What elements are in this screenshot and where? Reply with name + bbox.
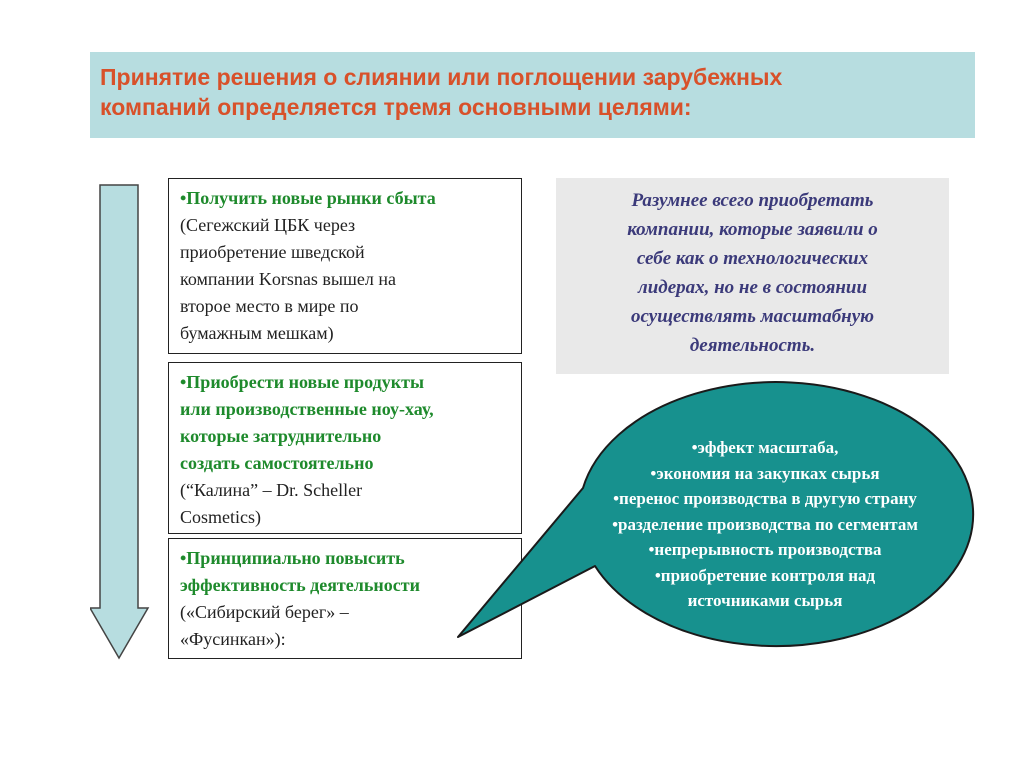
advice-line: деятельность.: [689, 335, 816, 356]
goal-1-example-line: второе место в мире по: [180, 296, 359, 316]
goal-3-example-line: («Сибирский берег» –: [180, 602, 349, 622]
bubble-line: источниками сырья: [687, 591, 843, 610]
bubble-line: •непрерывность производства: [648, 540, 882, 559]
bubble-line: •разделение производства по сегментам: [612, 514, 918, 534]
bubble-line: •экономия на закупках сырья: [650, 463, 880, 483]
advice-line: лидерах, но не в состоянии: [637, 277, 868, 298]
advice-line: Разумнее всего приобретать: [631, 190, 874, 211]
goal-1-example-line: (Сегежский ЦБК через: [180, 215, 356, 235]
goal-3-heading-line: •Принципиально повысить: [180, 548, 405, 568]
speech-bubble-text: [555, 435, 975, 614]
bubble-line: •перенос производства в другую страну: [613, 489, 917, 508]
goal-2-example-line: Cosmetics): [180, 507, 261, 527]
goal-2-example-line: (“Калина” – Dr. Scheller: [180, 480, 363, 500]
goal-2-heading-line: создать самостоятельно: [180, 453, 374, 473]
title-line-2: компаний определяется тремя основными целями:: [100, 94, 692, 120]
goal-1-example-line: бумажным мешкам): [180, 323, 334, 343]
bubble-line: •эффект масштаба,: [691, 438, 839, 457]
advice-line: себе как о технологических: [636, 248, 869, 269]
goal-2-heading-line: или производственные ноу-хау,: [180, 399, 434, 419]
bubble-line: •приобретение контроля над: [654, 565, 876, 585]
goal-3-example-line: «Фусинкан»):: [180, 629, 286, 649]
goal-1-heading-line: •Получить новые рынки сбыта: [180, 188, 436, 208]
goal-1-example-line: приобретение шведской: [180, 242, 365, 262]
advice-line: компании, которые заявили о: [627, 219, 878, 240]
advice-line: осуществлять масштабную: [630, 306, 875, 327]
goal-3-heading-line: эффективность деятельности: [180, 575, 420, 595]
goal-1-example-line: компании Korsnas вышел на: [180, 269, 396, 289]
title-line-1: Принятие решения о слиянии или поглощении зарубежных: [100, 64, 783, 90]
goal-2-heading-line: которые затруднительно: [180, 426, 382, 446]
goal-2-heading-line: •Приобрести новые продукты: [180, 372, 425, 392]
